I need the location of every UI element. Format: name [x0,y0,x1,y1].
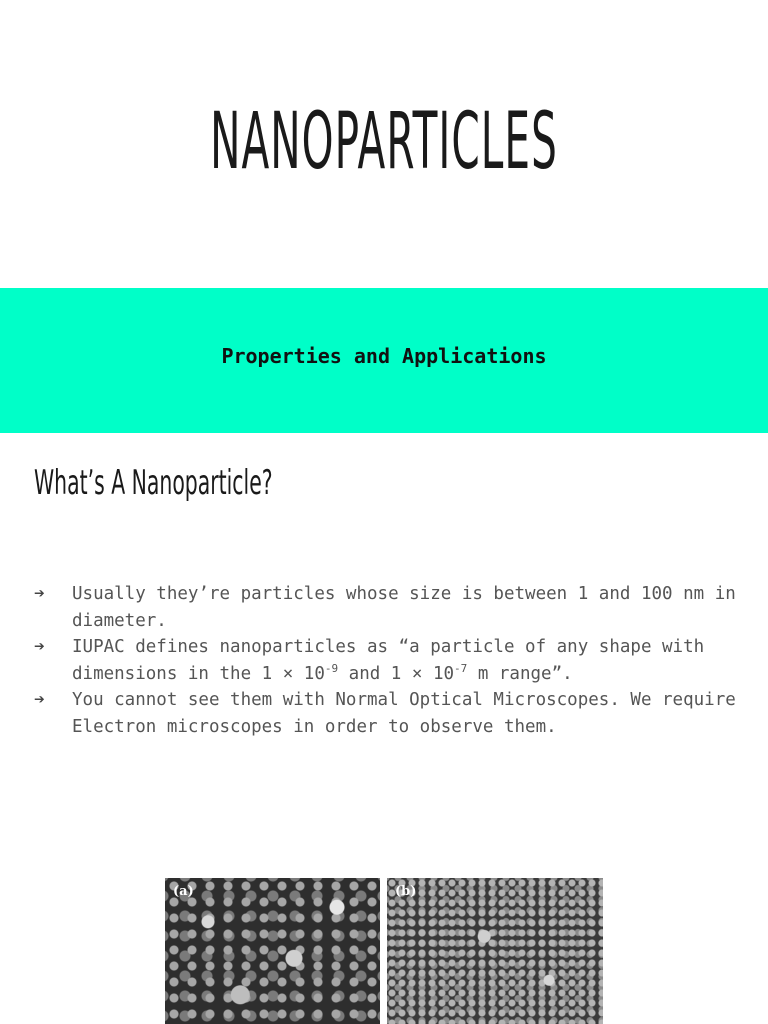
exponent: -7 [454,661,468,675]
section-heading: What’s A Nanoparticle? [34,463,273,503]
bullet-text: Usually they’re particles whose size is between 1 and 100 nm in diameter. [72,584,736,631]
exponent: -9 [324,661,339,675]
list-item [34,581,740,634]
title-slide [0,0,768,288]
slide-subtitle: Properties and Applications [221,344,547,368]
subtitle-band [0,288,768,433]
list-item [34,634,740,687]
bullet-list [34,581,740,740]
figure-label: (b) [395,884,417,899]
bullet-text-part: m range”. [467,663,573,684]
right-arrow-icon: ➔ [34,636,45,657]
bullet-text: You cannot see them with Normal Optical Microscopes. We require Electron microscopes in order to observe them. [72,690,736,737]
right-arrow-icon: ➔ [34,689,45,710]
bullet-text-part: IUPAC defines nanoparticles as “a particle of any shape with dimensions in the 1 × 10 [72,637,705,684]
micrograph-b [387,878,603,1024]
right-arrow-icon: ➔ [34,583,45,604]
content-slide [0,433,768,1024]
list-item [34,687,740,740]
bullet-text-part: and 1 × 10 [338,663,455,684]
figure-label: (a) [173,884,194,899]
slide-title: NANOPARTICLES [210,97,558,187]
micrograph-a [165,878,380,1024]
